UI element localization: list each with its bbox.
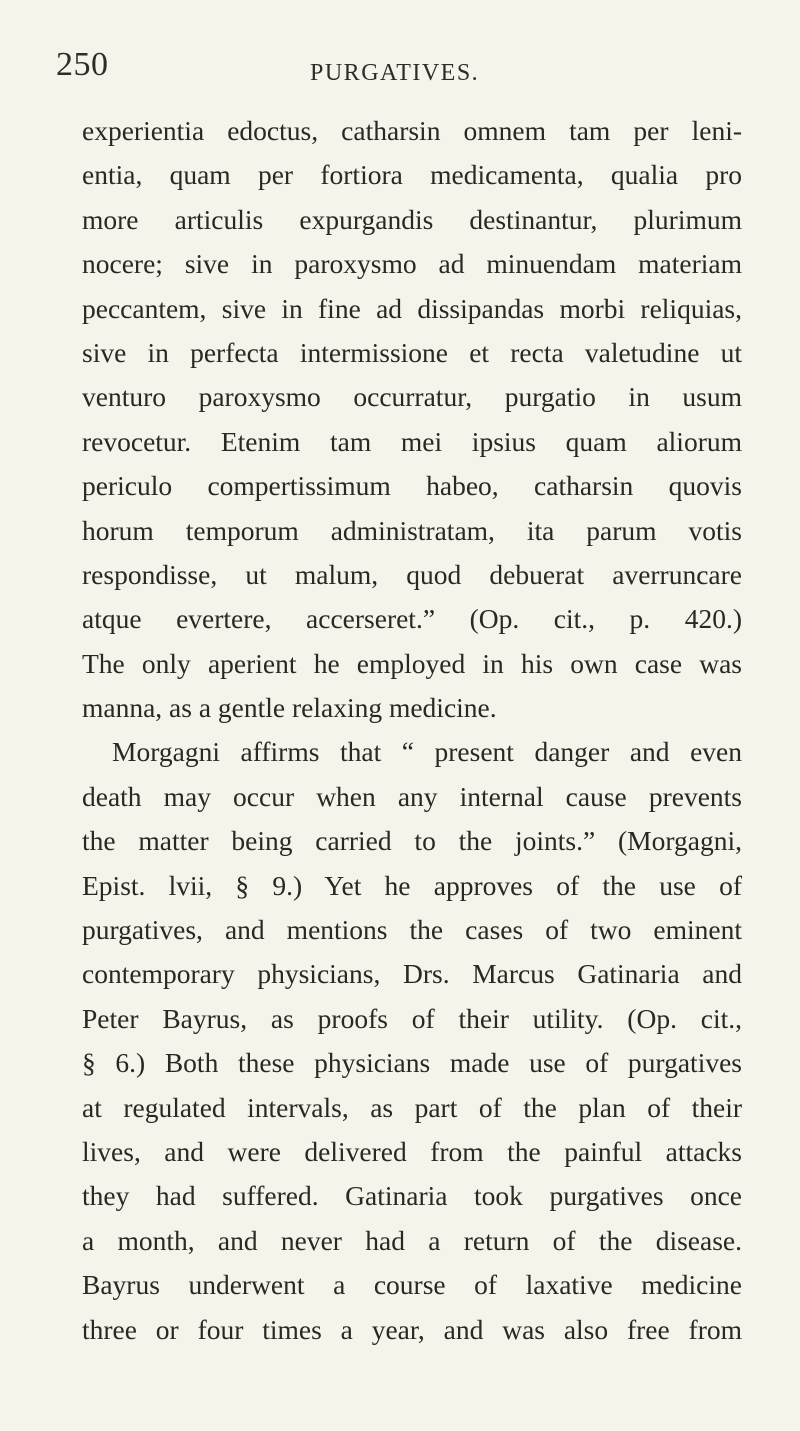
text-line: entia, quam per fortiora medicamenta, qualia pro bbox=[82, 159, 742, 191]
text-line: respondisse, ut malum, quod debuerat averruncare bbox=[82, 558, 742, 590]
text-line: atque evertere, accerseret.” (Op. cit., p. 420.) bbox=[82, 603, 742, 635]
text-line: Morgagni affirms that “ present danger and even bbox=[112, 736, 742, 768]
text-line: § 6.) Both these physicians made use of purgatives bbox=[82, 1047, 742, 1079]
page-number: 250 bbox=[56, 46, 109, 83]
text-line: death may occur when any internal cause prevents bbox=[82, 780, 742, 812]
text-line: venturo paroxysmo occurratur, purgatio in usum bbox=[82, 381, 742, 413]
body-text bbox=[82, 109, 742, 1352]
text-line: the matter being carried to the joints.” (Morgagni, bbox=[82, 825, 742, 857]
text-line: at regulated intervals, as part of the plan of their bbox=[82, 1091, 742, 1123]
text-line: three or four times a year, and was also free from bbox=[82, 1313, 742, 1345]
text-line: they had suffered. Gatinaria took purgatives once bbox=[82, 1180, 742, 1212]
text-line: horum temporum administratam, ita parum votis bbox=[82, 514, 742, 546]
text-line: purgatives, and mentions the cases of two eminent bbox=[82, 914, 742, 946]
text-line: manna, as a gentle relaxing medicine. bbox=[82, 692, 497, 724]
text-line: Epist. lvii, § 9.) Yet he approves of the use of bbox=[82, 869, 742, 901]
text-line: lives, and were delivered from the painful attacks bbox=[82, 1135, 742, 1167]
text-line: The only aperient he employed in his own case was bbox=[82, 647, 742, 679]
running-head: PURGATIVES. bbox=[310, 60, 480, 86]
text-line: Peter Bayrus, as proofs of their utility. (Op. cit., bbox=[82, 1002, 742, 1034]
text-line: Bayrus underwent a course of laxative medicine bbox=[82, 1269, 742, 1301]
text-line: peccantem, sive in fine ad dissipandas morbi reliquias, bbox=[82, 292, 742, 324]
text-line: more articulis expurgandis destinantur, plurimum bbox=[82, 203, 742, 235]
text-line: contemporary physicians, Drs. Marcus Gatinaria and bbox=[82, 958, 742, 990]
text-line: a month, and never had a return of the disease. bbox=[82, 1224, 742, 1256]
text-line: experientia edoctus, catharsin omnem tam per leni- bbox=[82, 115, 742, 146]
text-line: nocere; sive in paroxysmo ad minuendam materiam bbox=[82, 248, 742, 280]
text-line: sive in perfecta intermissione et recta valetudine ut bbox=[82, 336, 742, 368]
text-line: revocetur. Etenim tam mei ipsius quam aliorum bbox=[82, 425, 742, 457]
text-line: periculo compertissimum habeo, catharsin quovis bbox=[82, 470, 742, 502]
